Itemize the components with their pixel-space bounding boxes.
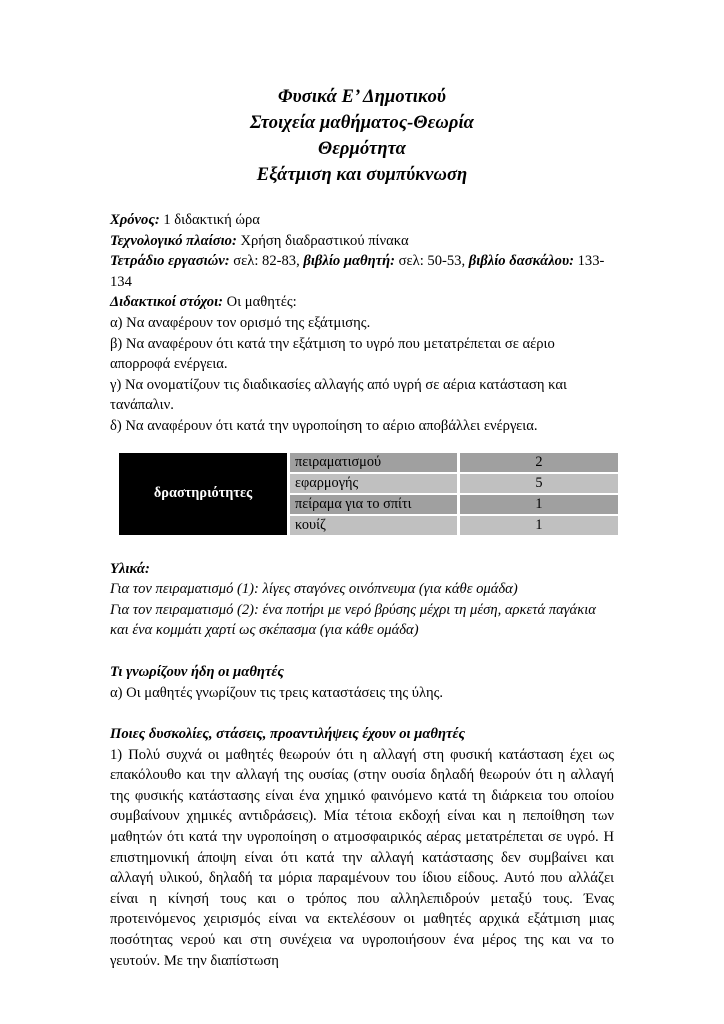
document-content: [110, 84, 614, 971]
objective-item-d: δ) Να αναφέρουν ότι κατά την υγροποίηση το αέριο αποβάλλει ενέργεια.: [110, 417, 538, 434]
activity-count: 1: [460, 495, 618, 514]
activity-name: πειραματισμού: [290, 453, 457, 472]
misconceptions-heading: Ποιες δυσκολίες, στάσεις, προαντιλήψεις έχουν οι μαθητές: [110, 726, 465, 743]
meta-time-label: Χρόνος:: [110, 212, 160, 228]
spacer: [110, 641, 614, 662]
activity-name: εφαρμογής: [290, 474, 457, 493]
meta-technology-value: Χρήση διαδραστικού πίνακα: [236, 232, 409, 249]
objective-item-a: α) Να αναφέρουν τον ορισμό της εξάτμισης.: [110, 314, 371, 331]
meta-workbook-label: Τετράδιο εργασιών:: [110, 253, 230, 270]
misconceptions-paragraph: 1) Πολύ συχνά οι μαθητές θεωρούν ότι η αλλαγή στη φυσική κατάσταση έχει ως επακόλουθο και την αλλαγή της ουσίας (στην ουσία δηλαδή θεωρούν ότι η αλλαγή της φυσικής κατάστασης είναι ένα χημικό φαινόμενο κατά τη διάρκεια του οποίου συμβαίνουν χημικές αντιδράσεις). Μία τέτοια εκδοχή είναι και η πεποίθηση των μαθητών ότι κατά την υγροποίηση ο ατμοσφαιρικός αέρας μετατρέπεται σε υγρό. Η επιστημονική άποψη είναι ότι κατά την αλλαγή κατάστασης δεν συμβαίνει και αλλαγή υλικού, δηλαδή τα μόρια παραμένουν του ίδιου είδους. Αυτό που αλλάζει είναι η κίνησή τους και ο τρόπος που αλληλεπιδρούν μεταξύ τους. Ένας προτεινόμενος χειρισμός είναι να εκτελέσουν οι μαθητές αρχικά εξάτμιση μιας ποσότητας νερού και στη συνέχεια να υγροποιήσουν ένα μέρος της και να το γευτούν. Με την διαπίστωση: [110, 746, 614, 969]
document-title: [110, 84, 614, 188]
meta-technology-label: Τεχνολογικό πλαίσιο:: [110, 232, 237, 249]
meta-objectives: [110, 292, 614, 313]
activity-name: κουίζ: [290, 516, 457, 535]
meta-time: [110, 210, 614, 231]
meta-time-value: 1 διδακτική ώρα: [159, 212, 260, 228]
spacer: [110, 703, 614, 724]
materials-heading: Υλικά:: [110, 560, 150, 577]
activity-count: 5: [460, 474, 618, 493]
title-line-2: Στοιχεία μαθήματος-Θεωρία: [249, 113, 475, 133]
meta-student-book-value: σελ: 50-53,: [394, 253, 469, 270]
meta-technology: [110, 231, 614, 252]
meta-teacher-book-value: 133-134: [110, 253, 605, 290]
title-line-4: Εξάτμιση και συμπύκνωση: [256, 165, 468, 185]
prior-knowledge-item-a: α) Οι μαθητές γνωρίζουν τις τρεις καταστάσεις της ύλης.: [110, 684, 444, 701]
meta-workbook-value: σελ: 82-83,: [229, 253, 304, 270]
activity-count: 2: [460, 453, 618, 472]
meta-student-book-label: βιβλίο μαθητή:: [303, 253, 395, 270]
spacer: [110, 543, 614, 559]
meta-teacher-book-label: βιβλίο δασκάλου:: [468, 253, 574, 270]
materials-line-1: Για τον πειραματισμό (1): λίγες σταγόνες οινόπνευμα (για κάθε ομάδα): [110, 581, 518, 598]
activities-table: [116, 451, 621, 537]
meta-books: [110, 251, 614, 292]
title-line-1: Φυσικά Ε’ Δημοτικού: [277, 87, 447, 107]
title-line-3: Θερμότητα: [318, 139, 406, 159]
objective-item-b: β) Να αναφέρουν ότι κατά την εξάτμιση το υγρό που μετατρέπεται σε αέριο απορροφά ενέργεια.: [110, 335, 555, 373]
activities-label-cell: δραστηριότητες: [119, 453, 287, 535]
activity-count: 1: [460, 516, 618, 535]
meta-objectives-value: Οι μαθητές:: [223, 294, 297, 311]
table-row: [119, 453, 618, 472]
meta-objectives-label: Διδακτικοί στόχοι:: [110, 294, 224, 311]
materials-line-2: Για τον πειραματισμό (2): ένα ποτήρι με νερό βρύσης μέχρι τη μέση, αρκετά παγάκια και ένα κομμάτι χαρτί ως σκέπασμα (για κάθε ομάδα): [110, 601, 596, 639]
prior-knowledge-heading: Τι γνωρίζουν ήδη οι μαθητές: [110, 663, 284, 680]
activity-name: πείραμα για το σπίτι: [290, 495, 457, 514]
objective-item-c: γ) Να ονοματίζουν τις διαδικασίες αλλαγής από υγρή σε αέρια κατάσταση και τανάπαλιν.: [110, 376, 567, 414]
